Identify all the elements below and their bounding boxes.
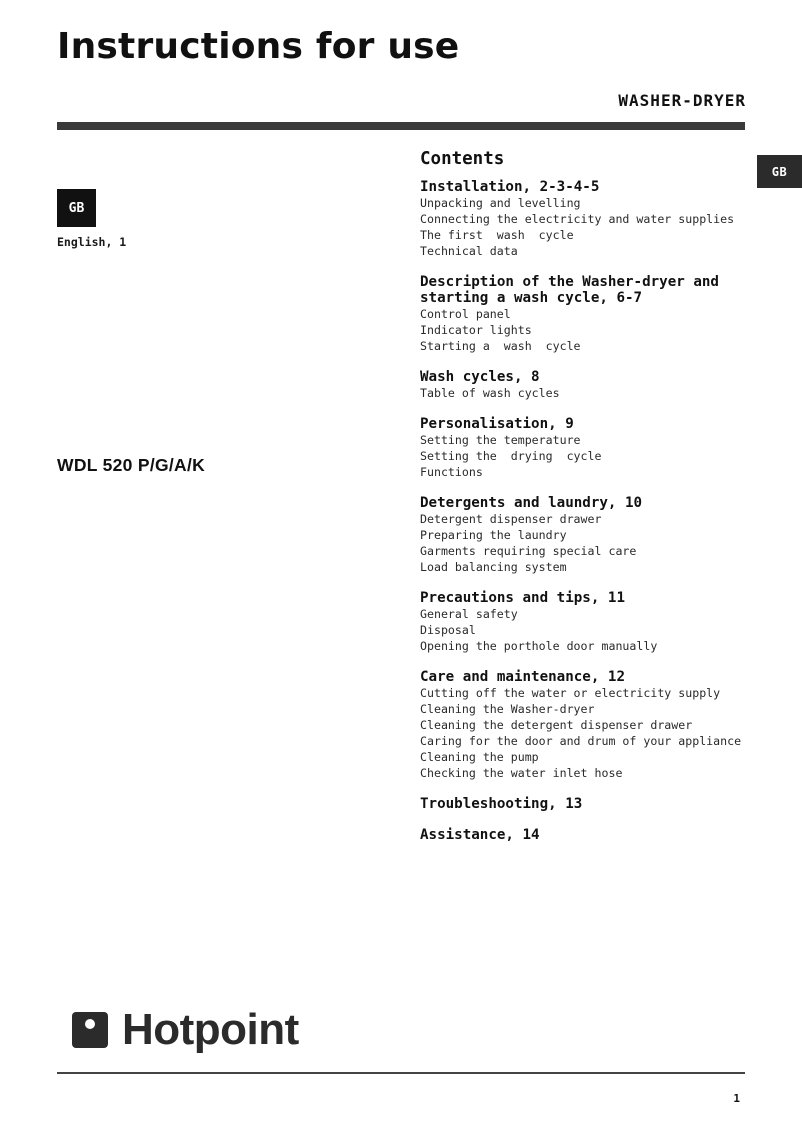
section-heading[interactable]: Wash cycles, 8 (420, 369, 540, 385)
table-of-contents (420, 148, 750, 858)
brand-logo (72, 1005, 299, 1055)
page-title: Instructions for use (57, 26, 460, 67)
contents-section (420, 495, 750, 575)
section-item[interactable]: Checking the water inlet hose (420, 766, 623, 780)
brand-name: Hotpoint (122, 1005, 299, 1054)
contents-section (420, 590, 750, 654)
contents-section (420, 274, 750, 354)
section-item[interactable]: Setting the temperature (420, 433, 581, 447)
section-item[interactable]: Functions (420, 465, 483, 479)
section-item[interactable]: Garments requiring special care (420, 544, 637, 558)
section-heading[interactable]: Personalisation, 9 (420, 416, 574, 432)
section-item[interactable]: Opening the porthole door manually (420, 639, 658, 653)
section-item[interactable]: Unpacking and levelling (420, 196, 581, 210)
section-item[interactable]: Cleaning the pump (420, 750, 539, 764)
section-item[interactable]: Cleaning the detergent dispenser drawer (420, 718, 693, 732)
section-item[interactable]: Load balancing system (420, 560, 567, 574)
section-heading[interactable]: Precautions and tips, 11 (420, 590, 625, 606)
section-item[interactable]: Table of wash cycles (420, 386, 560, 400)
footer-divider (57, 1072, 745, 1074)
section-item[interactable]: Disposal (420, 623, 476, 637)
section-item[interactable]: Detergent dispenser drawer (420, 512, 602, 526)
product-type: WASHER-DRYER (618, 91, 746, 110)
section-heading[interactable]: Description of the Washer-dryer and starting a wash cycle, 6-7 (420, 274, 719, 306)
section-item[interactable]: Setting the drying cycle (420, 449, 602, 463)
language-page-link[interactable]: English, 1 (57, 235, 127, 249)
section-heading[interactable]: Assistance, 14 (420, 827, 540, 843)
page-number: 1 (733, 1092, 740, 1105)
contents-title: Contents (420, 149, 505, 169)
section-item[interactable]: General safety (420, 607, 518, 621)
language-badge: GB (57, 189, 96, 227)
section-item[interactable]: Starting a wash cycle (420, 339, 581, 353)
section-item[interactable]: Caring for the door and drum of your appliance (420, 734, 742, 748)
section-heading[interactable]: Care and maintenance, 12 (420, 669, 625, 685)
section-item[interactable]: Connecting the electricity and water supplies (420, 212, 735, 226)
hotpoint-logo-icon (72, 1012, 108, 1048)
section-item[interactable]: Cleaning the Washer-dryer (420, 702, 595, 716)
model-number: WDL 520 P/G/A/K (57, 455, 206, 475)
header-divider (57, 122, 745, 130)
section-item[interactable]: Control panel (420, 307, 511, 321)
language-side-tab[interactable]: GB (757, 155, 802, 188)
contents-section (420, 669, 750, 781)
contents-section (420, 796, 750, 812)
section-item[interactable]: Technical data (420, 244, 518, 258)
section-heading[interactable]: Installation, 2-3-4-5 (420, 179, 600, 195)
section-heading[interactable]: Troubleshooting, 13 (420, 796, 583, 812)
section-item[interactable]: Indicator lights (420, 323, 532, 337)
contents-sections (420, 179, 750, 843)
contents-section (420, 827, 750, 843)
contents-section (420, 179, 750, 259)
contents-section (420, 416, 750, 480)
section-item[interactable]: The first wash cycle (420, 228, 574, 242)
section-item[interactable]: Cutting off the water or electricity supply (420, 686, 721, 700)
section-heading[interactable]: Detergents and laundry, 10 (420, 495, 643, 511)
contents-section (420, 369, 750, 401)
section-item[interactable]: Preparing the laundry (420, 528, 567, 542)
